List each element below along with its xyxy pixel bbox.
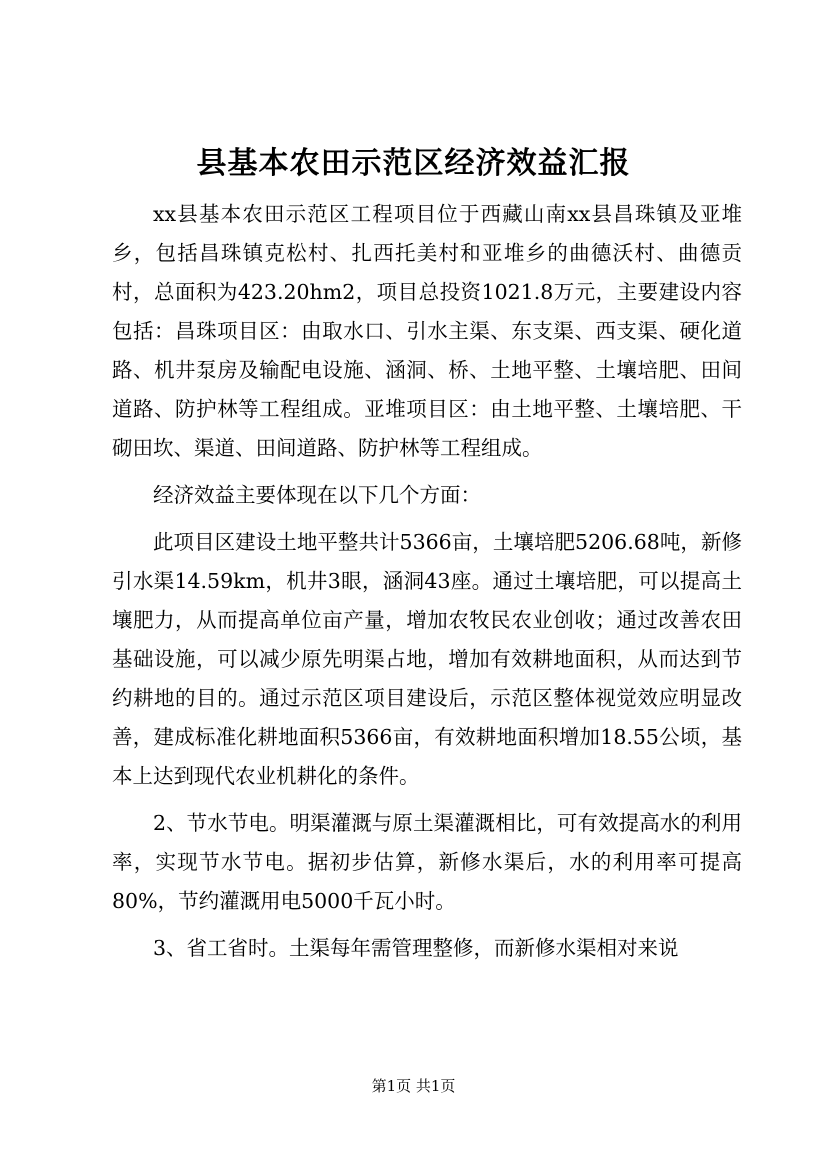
- paragraph-water-saving: 2、节水节电。明渠灌溉与原土渠灌溉相比，可有效提高水的利用率，实现节水节电。据初步估算，新修水渠后，水的利用率可提高80%，节约灌溉用电5000千瓦小时。: [112, 811, 742, 913]
- document-title: 县基本农田示范区经济效益汇报: [196, 146, 631, 181]
- paragraph-labor-saving: 3、省工省时。土渠每年需管理整修，而新修水渠相对来说: [153, 936, 679, 960]
- paragraph-benefits-intro: 经济效益主要体现在以下几个方面：: [153, 483, 481, 507]
- paragraph-land-improvement: 此项目区建设土地平整共计5366亩，土壤培肥5206.68吨，新修引水渠14.59km，机井3眼，涵洞43座。通过土壤培肥，可以提高土壤肥力，从而提高单位亩产量，增加农牧民农业创收；通过改善农田基础设施，可以减少原先明渠占地，增加有效耕地面积，从而达到节约耕地的目的。通过示范区项目建设后，示范区整体视觉效应明显改善，建成标准化耕地面积5366亩，有效耕地面积增加18.55公顷，基本上达到现代农业机耕化的条件。: [112, 530, 742, 788]
- paragraph-project-overview: xx县基本农田示范区工程项目位于西藏山南xx县昌珠镇及亚堆乡，包括昌珠镇克松村、扎西托美村和亚堆乡的曲德沃村、曲德贡村，总面积为423.20hm2，项目总投资1021.8万元，主要建设内容包括：昌珠项目区：由取水口、引水主渠、东支渠、西支渠、硬化道路、机井泵房及输配电设施、涵洞、桥、土地平整、土壤培肥、田间道路、防护林等工程组成。亚堆项目区：由土地平整、土壤培肥、干砌田坎、渠道、田间道路、防护林等工程组成。: [112, 202, 742, 460]
- page-number-footer: 第1页 共1页: [371, 1077, 456, 1095]
- document-body: [112, 195, 742, 968]
